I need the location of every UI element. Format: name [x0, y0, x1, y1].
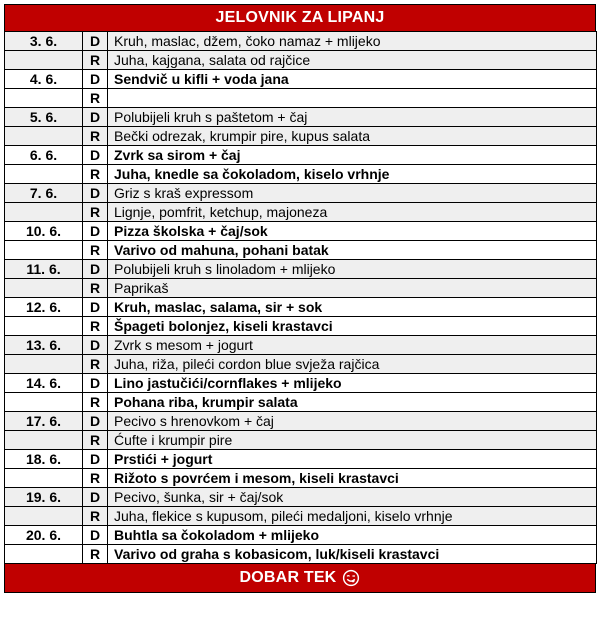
meal-type: D	[83, 222, 108, 241]
meal-type: R	[83, 127, 108, 146]
meal-description: Bečki odrezak, krumpir pire, kupus salata	[108, 127, 597, 146]
meal-type: R	[83, 89, 108, 108]
meal-type: R	[83, 165, 108, 184]
row-date	[5, 279, 83, 298]
row-date: 17. 6.	[5, 412, 83, 431]
meal-description: Pohana riba, krumpir salata	[108, 393, 597, 412]
menu-row	[5, 355, 597, 374]
row-date: 3. 6.	[5, 32, 83, 51]
row-date	[5, 203, 83, 222]
row-date: 6. 6.	[5, 146, 83, 165]
row-date	[5, 507, 83, 526]
menu-table	[4, 31, 597, 564]
row-date	[5, 89, 83, 108]
menu-row	[5, 89, 597, 108]
meal-type: R	[83, 241, 108, 260]
meal-description	[108, 89, 597, 108]
meal-type: D	[83, 108, 108, 127]
menu-row	[5, 51, 597, 70]
menu-row	[5, 279, 597, 298]
row-date	[5, 355, 83, 374]
menu-row	[5, 526, 597, 545]
meal-type: D	[83, 32, 108, 51]
menu-row	[5, 317, 597, 336]
menu-row	[5, 374, 597, 393]
meal-description: Kruh, maslac, džem, čoko namaz + mlijeko	[108, 32, 597, 51]
meal-description: Ćufte i krumpir pire	[108, 431, 597, 450]
meal-type: D	[83, 374, 108, 393]
menu-row	[5, 146, 597, 165]
menu-row	[5, 431, 597, 450]
footer-banner	[4, 564, 596, 593]
menu-row	[5, 450, 597, 469]
meal-type: D	[83, 298, 108, 317]
meal-description: Polubijeli kruh s paštetom + čaj	[108, 108, 597, 127]
meal-description: Lino jastučići/cornflakes + mlijeko	[108, 374, 597, 393]
row-date	[5, 165, 83, 184]
meal-description: Juha, kajgana, salata od rajčice	[108, 51, 597, 70]
meal-description: Juha, flekice s kupusom, pileći medaljoni, kiselo vrhnje	[108, 507, 597, 526]
meal-type: R	[83, 279, 108, 298]
meal-description: Buhtla sa čokoladom + mlijeko	[108, 526, 597, 545]
row-date: 7. 6.	[5, 184, 83, 203]
meal-type: R	[83, 507, 108, 526]
menu-row	[5, 32, 597, 51]
meal-description: Kruh, maslac, salama, sir + sok	[108, 298, 597, 317]
footer-text: DOBAR TEK	[239, 569, 337, 586]
row-date	[5, 393, 83, 412]
meal-type: R	[83, 545, 108, 564]
menu-row	[5, 298, 597, 317]
menu-row	[5, 165, 597, 184]
meal-type: D	[83, 260, 108, 279]
menu-document	[4, 4, 596, 593]
meal-description: Rižoto s povrćem i mesom, kiseli krastavci	[108, 469, 597, 488]
row-date	[5, 317, 83, 336]
row-date: 11. 6.	[5, 260, 83, 279]
meal-description: Zvrk sa sirom + čaj	[108, 146, 597, 165]
row-date: 18. 6.	[5, 450, 83, 469]
meal-type: D	[83, 526, 108, 545]
meal-type: D	[83, 412, 108, 431]
meal-description: Prstići + jogurt	[108, 450, 597, 469]
meal-description: Polubijeli kruh s linoladom + mlijeko	[108, 260, 597, 279]
meal-type: R	[83, 393, 108, 412]
meal-description: Varivo od graha s kobasicom, luk/kiseli krastavci	[108, 545, 597, 564]
meal-type: R	[83, 431, 108, 450]
menu-row	[5, 184, 597, 203]
row-date	[5, 431, 83, 450]
row-date: 13. 6.	[5, 336, 83, 355]
row-date	[5, 469, 83, 488]
meal-description: Pecivo, šunka, sir + čaj/sok	[108, 488, 597, 507]
menu-row	[5, 488, 597, 507]
row-date	[5, 545, 83, 564]
meal-type: D	[83, 450, 108, 469]
meal-description: Špageti bolonjez, kiseli krastavci	[108, 317, 597, 336]
menu-row	[5, 70, 597, 89]
meal-type: D	[83, 184, 108, 203]
row-date: 5. 6.	[5, 108, 83, 127]
meal-type: R	[83, 355, 108, 374]
menu-row	[5, 507, 597, 526]
meal-description: Zvrk s mesom + jogurt	[108, 336, 597, 355]
meal-type: R	[83, 317, 108, 336]
meal-description: Varivo od mahuna, pohani batak	[108, 241, 597, 260]
menu-table-body	[5, 32, 597, 564]
menu-row	[5, 336, 597, 355]
meal-type: D	[83, 488, 108, 507]
meal-type: D	[83, 70, 108, 89]
meal-description: Sendvič u kifli + voda jana	[108, 70, 597, 89]
row-date: 14. 6.	[5, 374, 83, 393]
meal-description: Griz s kraš expressom	[108, 184, 597, 203]
row-date: 19. 6.	[5, 488, 83, 507]
menu-row	[5, 108, 597, 127]
row-date	[5, 241, 83, 260]
menu-row	[5, 203, 597, 222]
row-date: 4. 6.	[5, 70, 83, 89]
winking-smiley-icon	[342, 569, 360, 587]
meal-description: Lignje, pomfrit, ketchup, majoneza	[108, 203, 597, 222]
menu-title: JELOVNIK ZA LIPANJ	[4, 4, 596, 31]
meal-description: Juha, knedle sa čokoladom, kiselo vrhnje	[108, 165, 597, 184]
menu-row	[5, 393, 597, 412]
row-date: 10. 6.	[5, 222, 83, 241]
meal-type: R	[83, 469, 108, 488]
meal-description: Pizza školska + čaj/sok	[108, 222, 597, 241]
meal-description: Juha, riža, pileći cordon blue svježa rajčica	[108, 355, 597, 374]
menu-row	[5, 545, 597, 564]
menu-row	[5, 222, 597, 241]
row-date: 20. 6.	[5, 526, 83, 545]
meal-type: D	[83, 146, 108, 165]
meal-description: Paprikaš	[108, 279, 597, 298]
row-date	[5, 127, 83, 146]
menu-row	[5, 127, 597, 146]
meal-type: R	[83, 203, 108, 222]
meal-description: Pecivo s hrenovkom + čaj	[108, 412, 597, 431]
row-date	[5, 51, 83, 70]
menu-row	[5, 260, 597, 279]
meal-type: D	[83, 336, 108, 355]
meal-type: R	[83, 51, 108, 70]
menu-row	[5, 412, 597, 431]
menu-row	[5, 241, 597, 260]
row-date: 12. 6.	[5, 298, 83, 317]
menu-row	[5, 469, 597, 488]
